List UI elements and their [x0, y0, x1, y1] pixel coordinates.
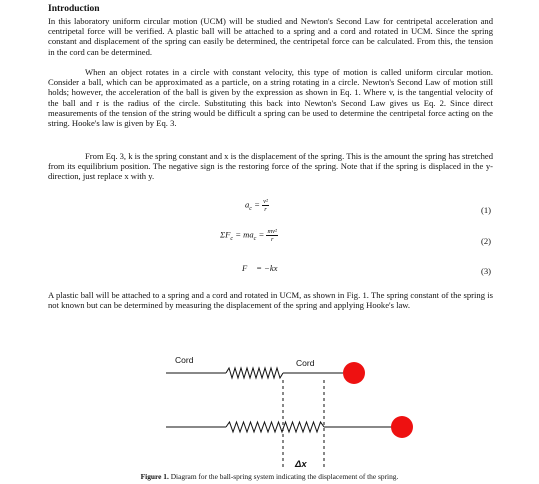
figure-caption: Figure 1. Diagram for the ball-spring system indicating the displacement of the spring. [140, 472, 399, 481]
equation-2-number: (2) [481, 236, 492, 246]
paragraph-setup: A plastic ball will be attached to a spring and a cord and rotated in UCM, as shown in Fig. 1. The spring constant of the spring is not known but can be determined by measuring the displacement of the spring and applying Hooke's law. [48, 290, 493, 311]
section-heading: Introduction [48, 4, 100, 14]
equation-1-number: (1) [481, 205, 492, 215]
ball-top [343, 362, 365, 384]
paragraph-hooke: From Eq. 3, k is the spring constant and x is the displacement of the spring. This is the amount the spring has stretched from its equilibrium position. The negative sign is the restoring force of the spring. Note that if the spring is displaced in the y-direction, just replace x with y. [48, 151, 493, 182]
equation-2: $\Sigma F_c = ma_c$ = $\frac{\text{mv²}}{r}$ [220, 228, 277, 243]
cord-label-left: Cord [175, 355, 194, 365]
ball-bottom [391, 416, 413, 438]
equation-3-number: (3) [481, 266, 492, 276]
spring-top [226, 368, 283, 378]
spring-bottom [226, 422, 324, 432]
displacement-label: Δx [295, 459, 307, 470]
equation-3: F⃗ = −kx⃗ [242, 263, 285, 273]
paragraph-intro: In this laboratory uniform circular motion (UCM) will be studied and Newton's Second Law for centripetal acceleration and centripetal force will be verified. A plastic ball will be attached to a spring and a cord and rotated in UCM. Since the spring constant and displacement of the spring can easily be determined, the centripetal force can be calculated. From this, the tension in the cord can be determined. [48, 16, 493, 57]
equation-1: $a_c$ = $\frac{\text{v²}}{r}$ [245, 198, 268, 213]
cord-label-right: Cord [296, 358, 315, 368]
paragraph-ucm: When an object rotates in a circle with constant velocity, this type of motion is called uniform circular motion. Consider a ball, which can be approximated as a particle, on a string rotating in a circle. Newton's Second Law of motion still holds; however, the acceleration of the ball is given by the expression as shown in Eq. 1. Where v, is the tangential velocity of the ball and r is the radius of the circle. Substituting this back into Newton's Second Law gives us Eq. 2. Since direct measurements of the tension of the string would be difficult a spring can be used to determine the centripetal force acting on the string. Hooke's law is given by Eq. 3. [48, 67, 493, 129]
